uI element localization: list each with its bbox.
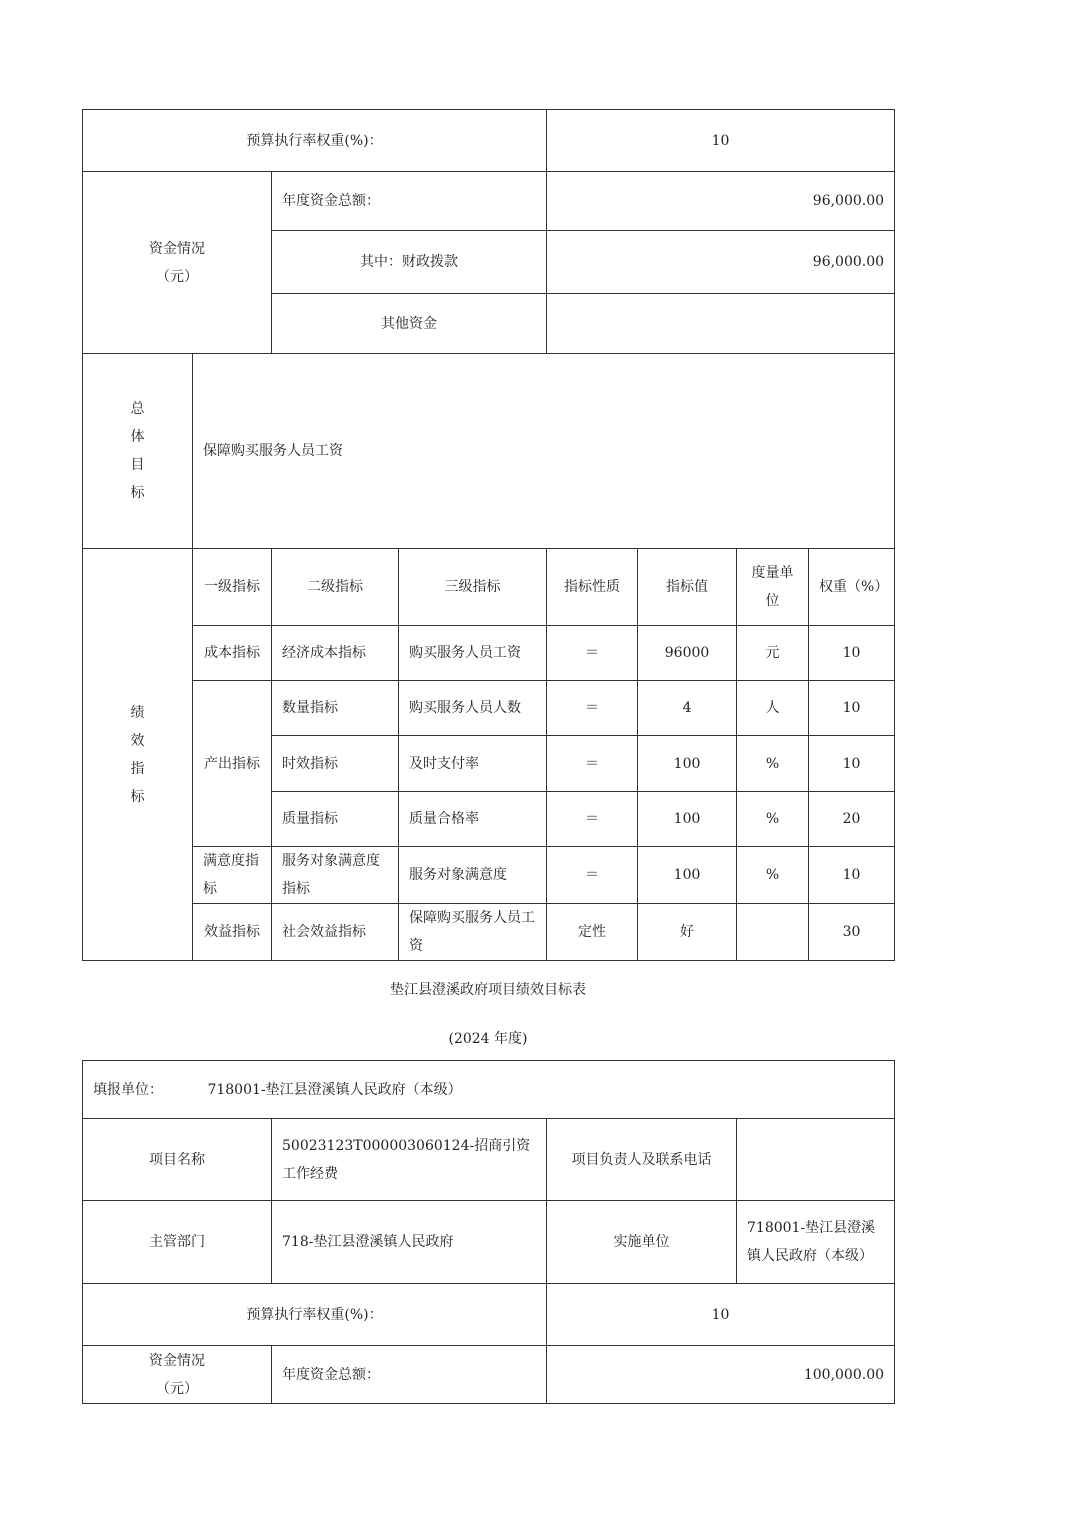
- header-unit: 度量单位: [737, 549, 809, 626]
- row-unit: 元: [737, 626, 809, 681]
- row-weight: 10: [809, 681, 895, 736]
- row-nature: ＝: [547, 792, 638, 847]
- overall-goal-text: 保障购买服务人员工资: [193, 354, 895, 549]
- contact-label: 项目负责人及联系电话: [547, 1119, 737, 1201]
- row-unit: [737, 904, 809, 961]
- row-level1: 产出指标: [193, 681, 272, 847]
- row-unit: %: [737, 847, 809, 904]
- performance-indicator-label: 绩 效 指 标: [83, 549, 193, 961]
- table-row: [83, 681, 895, 736]
- row-nature: ＝: [547, 626, 638, 681]
- document-title: 垫江县澄溪政府项目绩效目标表: [390, 982, 586, 998]
- row-level3: 购买服务人员工资: [399, 626, 547, 681]
- fiscal-label: 其中：财政拨款: [272, 231, 547, 294]
- overall-goal-label: 总 体 目 标: [83, 354, 193, 549]
- impl-unit-value: 718001-垫江县澄溪镇人民政府（本级）: [737, 1201, 895, 1284]
- header-weight: 权重（%）: [809, 549, 895, 626]
- header-value: 指标值: [638, 549, 737, 626]
- row-weight: 10: [809, 626, 895, 681]
- row-level3: 保障购买服务人员工资: [399, 904, 547, 961]
- row-level3: 购买服务人员人数: [399, 681, 547, 736]
- table-row: [83, 626, 895, 681]
- header-level2: 二级指标: [272, 549, 399, 626]
- header-level1: 一级指标: [193, 549, 272, 626]
- row-level3: 服务对象满意度: [399, 847, 547, 904]
- row-unit: 人: [737, 681, 809, 736]
- table-row: [83, 904, 895, 961]
- row-nature: ＝: [547, 736, 638, 792]
- dept-value: 718-垫江县澄溪镇人民政府: [272, 1201, 547, 1284]
- performance-table-1: [82, 109, 895, 961]
- header-level3: 三级指标: [399, 549, 547, 626]
- row-nature: ＝: [547, 847, 638, 904]
- annual-total-value: 96,000.00: [547, 172, 895, 231]
- project-name-value: 50023123T000003060124-招商引资工作经费: [272, 1119, 547, 1201]
- row-weight: 10: [809, 736, 895, 792]
- annual-total-value: 100,000.00: [547, 1346, 895, 1404]
- reporting-unit-value: 718001-垫江县澄溪镇人民政府（本级）: [207, 1081, 462, 1098]
- contact-value: [737, 1119, 895, 1201]
- row-level1: 满意度指标: [193, 847, 272, 904]
- row-weight: 30: [809, 904, 895, 961]
- row-value: 96000: [638, 626, 737, 681]
- row-value: 100: [638, 847, 737, 904]
- row-weight: 20: [809, 792, 895, 847]
- row-level1: 效益指标: [193, 904, 272, 961]
- other-funds-label: 其他资金: [272, 294, 547, 354]
- row-nature: ＝: [547, 681, 638, 736]
- table-row: [83, 847, 895, 904]
- dept-label: 主管部门: [83, 1201, 272, 1284]
- row-value: 100: [638, 736, 737, 792]
- row-level2: 社会效益指标: [272, 904, 399, 961]
- row-level2: 时效指标: [272, 736, 399, 792]
- row-nature: 定性: [547, 904, 638, 961]
- impl-unit-label: 实施单位: [547, 1201, 737, 1284]
- row-level2: 服务对象满意度指标: [272, 847, 399, 904]
- row-unit: %: [737, 736, 809, 792]
- row-value: 好: [638, 904, 737, 961]
- reporting-unit: [83, 1061, 895, 1119]
- budget-weight-value: 10: [547, 110, 895, 172]
- row-level3: 质量合格率: [399, 792, 547, 847]
- row-level2: 质量指标: [272, 792, 399, 847]
- other-funds-value: [547, 294, 895, 354]
- row-unit: %: [737, 792, 809, 847]
- row-weight: 10: [809, 847, 895, 904]
- row-level2: 数量指标: [272, 681, 399, 736]
- fiscal-value: 96,000.00: [547, 231, 895, 294]
- annual-total-label: 年度资金总额：: [272, 1346, 547, 1404]
- row-level2: 经济成本指标: [272, 626, 399, 681]
- header-nature: 指标性质: [547, 549, 638, 626]
- project-name-label: 项目名称: [83, 1119, 272, 1201]
- document-year: (2024 年度): [448, 1031, 528, 1047]
- budget-weight-label: 预算执行率权重(%)：: [83, 1284, 547, 1346]
- annual-total-label: 年度资金总额：: [272, 172, 547, 231]
- budget-weight-value: 10: [547, 1284, 895, 1346]
- funds-label: 资金情况 （元）: [83, 172, 272, 354]
- row-value: 4: [638, 681, 737, 736]
- funds-label: 资金情况 （元）: [83, 1346, 272, 1404]
- row-value: 100: [638, 792, 737, 847]
- budget-weight-label: 预算执行率权重(%)：: [83, 110, 547, 172]
- performance-table-2: [82, 1060, 895, 1404]
- reporting-unit-label: 填报单位：: [93, 1081, 163, 1098]
- row-level1: 成本指标: [193, 626, 272, 681]
- row-level3: 及时支付率: [399, 736, 547, 792]
